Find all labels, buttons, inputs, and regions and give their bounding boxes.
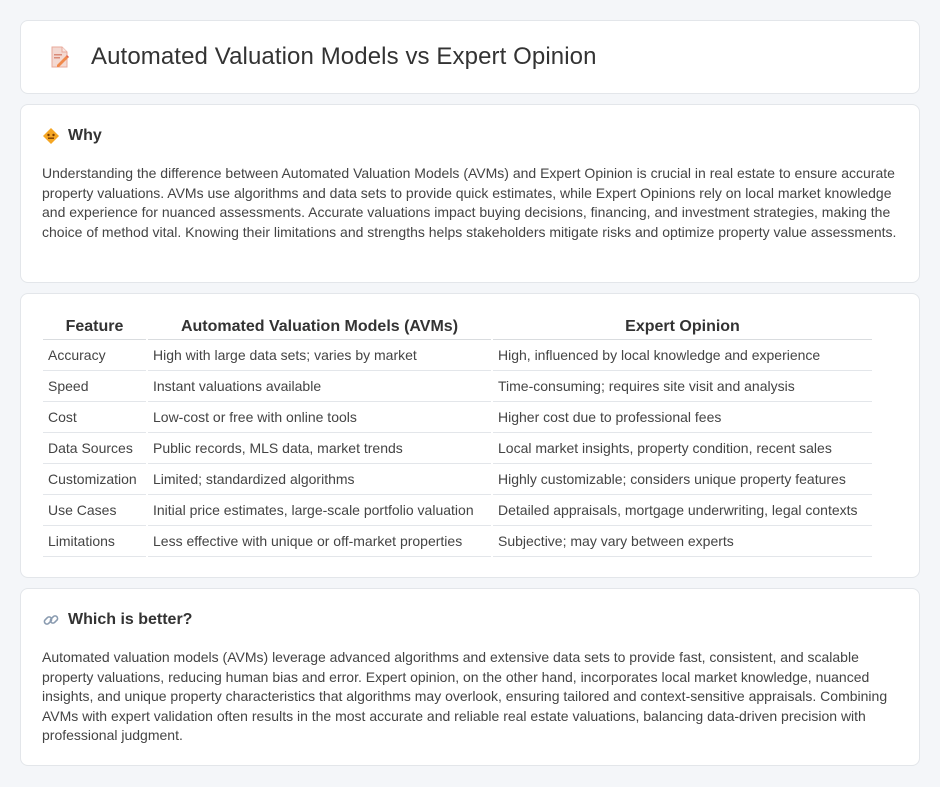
table-row — [43, 495, 872, 526]
table-row — [43, 526, 872, 557]
why-section — [20, 104, 920, 283]
table-row — [43, 402, 872, 433]
why-heading: Why — [68, 127, 102, 144]
why-heading-row — [42, 127, 899, 145]
better-heading-row — [42, 611, 899, 629]
table-row — [43, 433, 872, 464]
page-title: Automated Valuation Models vs Expert Opinion — [91, 43, 597, 70]
title-card — [20, 20, 920, 94]
feature-cell: Limitations — [43, 526, 146, 557]
avm-cell: Limited; standardized algorithms — [148, 464, 491, 495]
expert-cell: High, influenced by local knowledge and experience — [493, 340, 872, 371]
header-feature: Feature — [43, 316, 146, 340]
avm-cell: Low-cost or free with online tools — [148, 402, 491, 433]
why-body: Understanding the difference between Automated Valuation Models (AVMs) and Expert Opinion is crucial in real estate to ensure accurate property valuations. AVMs use algorithms and data sets to provide quick estimates, while Expert Opinions rely on local market knowledge and experience for nuanced assessments. Accurate valuations impact buying decisions, financing, and investment strategies, making the choice of method vital. Knowing their limitations and strengths helps stakeholders mitigate risks and optimize property value assessments. — [42, 165, 897, 240]
expert-cell: Subjective; may vary between experts — [493, 526, 872, 557]
feature-cell: Speed — [43, 371, 146, 402]
avm-cell: Initial price estimates, large-scale portfolio valuation — [148, 495, 491, 526]
expert-cell: Time-consuming; requires site visit and analysis — [493, 371, 872, 402]
expert-cell: Detailed appraisals, mortgage underwriting, legal contexts — [493, 495, 872, 526]
table-row — [43, 464, 872, 495]
feature-cell: Accuracy — [43, 340, 146, 371]
link-icon — [42, 611, 60, 629]
comparison-table — [41, 316, 874, 557]
better-heading: Which is better? — [68, 611, 193, 628]
feature-cell: Data Sources — [43, 433, 146, 464]
expert-cell: Highly customizable; considers unique property features — [493, 464, 872, 495]
table-header-row — [43, 316, 872, 340]
table-row — [43, 371, 872, 402]
header-expert: Expert Opinion — [493, 316, 872, 340]
avm-cell: High with large data sets; varies by market — [148, 340, 491, 371]
table-row — [43, 340, 872, 371]
better-body: Automated valuation models (AVMs) leverage advanced algorithms and extensive data sets to provide fast, consistent, and scalable property valuations, reducing human bias and error. Expert opinion, on the other hand, incorporates local market knowledge, nuanced insights, and unique property characteristics that algorithms may overlook, ensuring tailored and context-sensitive appraisals. Combining AVMs with expert validation often results in the most accurate and reliable real estate valuations, balancing data-driven precision with professional judgment. — [42, 649, 888, 744]
feature-cell: Cost — [43, 402, 146, 433]
diamond-warning-icon — [42, 127, 60, 145]
expert-cell: Higher cost due to professional fees — [493, 402, 872, 433]
document-edit-icon — [47, 45, 71, 69]
which-is-better-section — [20, 588, 920, 766]
comparison-table-card — [20, 293, 920, 578]
feature-cell: Customization — [43, 464, 146, 495]
expert-cell: Local market insights, property condition, recent sales — [493, 433, 872, 464]
header-avm: Automated Valuation Models (AVMs) — [148, 316, 491, 340]
avm-cell: Instant valuations available — [148, 371, 491, 402]
avm-cell: Less effective with unique or off-market properties — [148, 526, 491, 557]
avm-cell: Public records, MLS data, market trends — [148, 433, 491, 464]
feature-cell: Use Cases — [43, 495, 146, 526]
